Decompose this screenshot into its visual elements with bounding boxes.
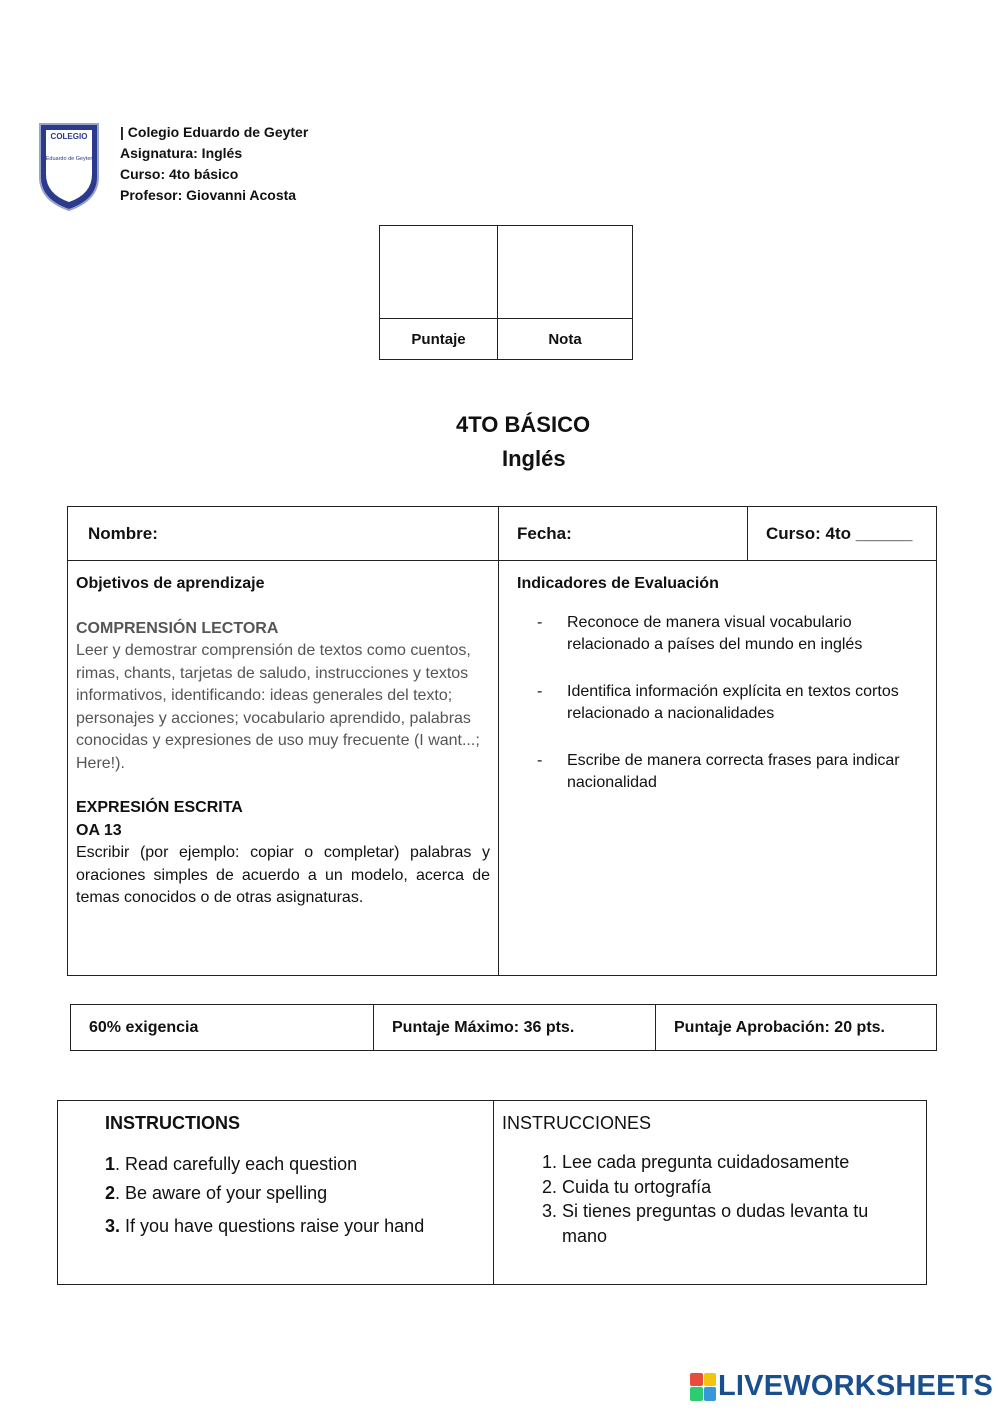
page-title: 4TO BÁSICO	[456, 412, 591, 437]
indicator-item: - Identifica información explícita en textos cortos relacionado a nacionalidades	[517, 681, 928, 726]
instructions-en	[58, 1101, 494, 1285]
instruction-item	[105, 1183, 485, 1204]
school-name: | Colegio Eduardo de Geyter	[120, 124, 309, 140]
instruction-es-item: 1. Lee cada pregunta cuidadosamente	[562, 1150, 918, 1175]
objectives-cell	[68, 561, 499, 976]
reading-text: Leer y demostrar comprensión de textos como cuentos, rimas, chants, tarjetas de saludo, instrucciones y textos informativos, identificando: ideas generales del texto; personajes y acciones; vocabulario aprendido, palabras conocidas y expresiones de uso muy frecuente (I want...; Here!).	[76, 642, 480, 772]
info-table	[67, 506, 937, 976]
instructions-es	[494, 1101, 927, 1285]
instruction-es-item: 2. Cuida tu ortografía	[562, 1175, 918, 1200]
nota-label: Nota	[498, 319, 633, 360]
logo-text-mid: Eduardo de Geyter	[45, 156, 93, 162]
indicator-item: - Reconoce de manera visual vocabulario relacionado a países del mundo en inglés	[517, 612, 928, 657]
instructions-es-title: INSTRUCCIONES	[502, 1113, 652, 1133]
instruction-text: . Be aware of your spelling	[115, 1183, 328, 1203]
instructions-en-title: INSTRUCTIONS	[105, 1113, 240, 1133]
indicators-heading: Indicadores de Evaluación	[517, 575, 719, 592]
teacher: Profesor: Giovanni Acosta	[120, 187, 297, 203]
instruction-number: 3.	[105, 1216, 121, 1236]
pass-score-cell: Puntaje Aprobación: 20 pts.	[656, 1005, 937, 1051]
instruction-text: . Read carefully each question	[115, 1154, 358, 1174]
max-score-cell: Puntaje Máximo: 36 pts.	[374, 1005, 656, 1051]
writing-text: Escribir (por ejemplo: copiar o completar) palabras y oraciones simples de acuerdo a un modelo, acerca de temas conocidos o de otras asignaturas.	[76, 844, 490, 906]
school-logo	[38, 122, 100, 212]
instruction-item	[105, 1154, 485, 1175]
writing-oa: OA 13	[76, 821, 122, 839]
exigencia-cell: 60% exigencia	[71, 1005, 374, 1051]
nota-field[interactable]	[498, 226, 633, 319]
objectives-heading: Objetivos de aprendizaje	[76, 575, 265, 592]
instructions-table	[57, 1100, 927, 1285]
fecha-field[interactable]: Fecha:	[499, 507, 748, 561]
indicators-list	[517, 612, 928, 795]
instructions-es-list	[502, 1150, 918, 1248]
page-subtitle: Inglés	[502, 446, 566, 471]
score-box	[379, 225, 633, 360]
logo-text-top: COLEGIO	[50, 132, 88, 141]
curso-field[interactable]: Curso: 4to ______	[748, 507, 937, 561]
instruction-text: If you have questions raise your hand	[120, 1216, 425, 1236]
puntaje-label: Puntaje	[380, 319, 498, 360]
course: Curso: 4to básico	[120, 166, 239, 182]
brand-logo-icon	[690, 1373, 716, 1401]
writing-heading: EXPRESIÓN ESCRITA	[76, 799, 243, 816]
brand-text: LIVEWORKSHEETS	[718, 1370, 994, 1402]
indicators-cell	[499, 561, 937, 976]
indicator-item: - Escribe de manera correcta frases para indicar nacionalidad	[517, 750, 928, 795]
nombre-field[interactable]: Nombre:	[68, 507, 499, 561]
liveworksheets-brand[interactable]	[690, 1370, 993, 1403]
grading-table	[70, 1004, 937, 1051]
instruction-number: 1	[105, 1154, 116, 1174]
puntaje-field[interactable]	[380, 226, 498, 319]
instruction-number: 2	[105, 1183, 116, 1203]
instruction-item	[105, 1216, 485, 1237]
subject: Asignatura: Inglés	[120, 145, 243, 161]
school-header	[120, 122, 308, 206]
reading-heading: COMPRENSIÓN LECTORA	[76, 619, 279, 637]
instruction-es-item: 3. Si tienes preguntas o dudas levanta tu mano	[562, 1199, 918, 1248]
